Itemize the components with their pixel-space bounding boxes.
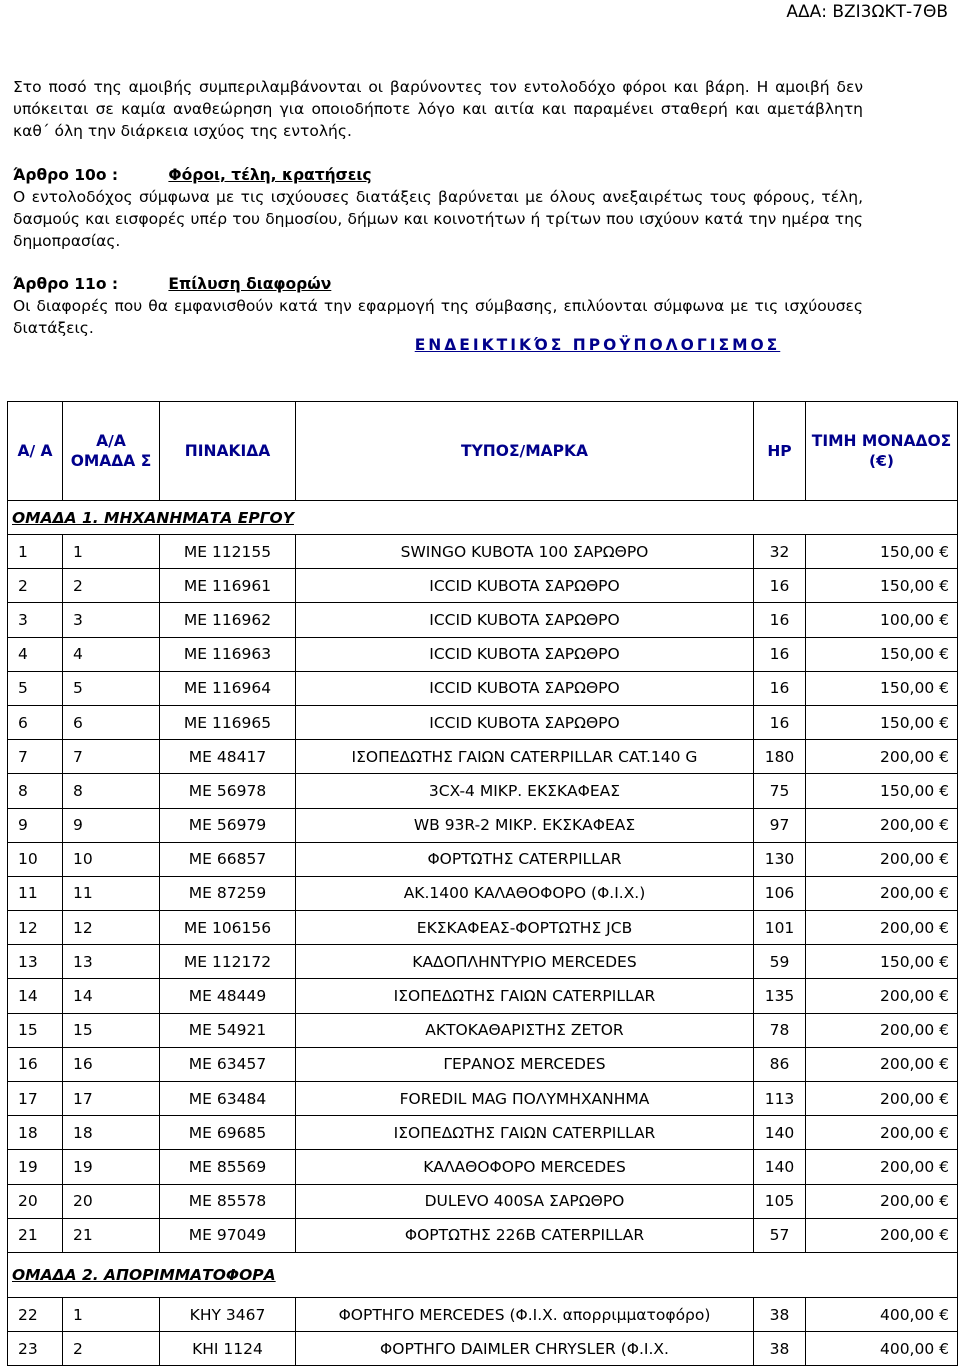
table-row [8, 535, 958, 569]
row-group-aa: 19 [63, 1150, 160, 1184]
row-hp: 113 [754, 1082, 806, 1116]
table-row [8, 1116, 958, 1150]
row-group-aa: 8 [63, 774, 160, 808]
row-group-aa: 4 [63, 637, 160, 671]
table-row [8, 740, 958, 774]
row-plate: ΜΕ 66857 [160, 842, 296, 876]
row-type-brand: ΑΚ.1400 ΚΑΛΑΘΟΦΟΡΟ (Φ.Ι.Χ.) [296, 876, 754, 910]
row-hp: 16 [754, 671, 806, 705]
row-aa: 15 [8, 1013, 63, 1047]
row-group-aa: 2 [63, 569, 160, 603]
table-row [8, 1013, 958, 1047]
row-group-aa: 1 [63, 1297, 160, 1331]
table-row [8, 637, 958, 671]
table-row [8, 1047, 958, 1081]
table-row [8, 569, 958, 603]
header-plate: ΠΙΝΑΚΙΔΑ [160, 402, 296, 501]
row-aa: 22 [8, 1297, 63, 1331]
row-type-brand: ICCID KUBOTA ΣΑΡΩΘΡΟ [296, 603, 754, 637]
row-aa: 10 [8, 842, 63, 876]
article-11-body: Οι διαφορές που θα εμφανισθούν κατά την εφαρμογή της σύμβασης, επιλύονται σύμφωνα με τις ισχύουσες διατάξεις. [13, 297, 863, 337]
table-header-row [8, 402, 958, 501]
row-aa: 23 [8, 1332, 63, 1366]
row-price: 200,00 € [806, 876, 958, 910]
table-row [8, 671, 958, 705]
row-hp: 140 [754, 1150, 806, 1184]
table-body [8, 501, 958, 1366]
row-type-brand: ΓΕΡΑΝΟΣ MERCEDES [296, 1047, 754, 1081]
row-plate: ΜΕ 87259 [160, 876, 296, 910]
row-plate: ΜΕ 48449 [160, 979, 296, 1013]
row-hp: 16 [754, 569, 806, 603]
header-type-brand: ΤΥΠΟΣ/ΜΑΡΚΑ [296, 402, 754, 501]
row-plate: ΜΕ 56979 [160, 808, 296, 842]
row-type-brand: ΦΟΡΤΩΤΗΣ 226B CATERPILLAR [296, 1218, 754, 1252]
row-hp: 78 [754, 1013, 806, 1047]
group-title-row [8, 1252, 958, 1297]
row-hp: 106 [754, 876, 806, 910]
row-price: 200,00 € [806, 1184, 958, 1218]
row-plate: ΜΕ 69685 [160, 1116, 296, 1150]
row-plate: ΜΕ 106156 [160, 911, 296, 945]
table-row [8, 1082, 958, 1116]
header-aa: Α/ Α [8, 402, 63, 501]
row-group-aa: 5 [63, 671, 160, 705]
row-type-brand: ICCID KUBOTA ΣΑΡΩΘΡΟ [296, 569, 754, 603]
row-price: 400,00 € [806, 1332, 958, 1366]
row-group-aa: 20 [63, 1184, 160, 1218]
row-price: 100,00 € [806, 603, 958, 637]
row-group-aa: 3 [63, 603, 160, 637]
row-group-aa: 11 [63, 876, 160, 910]
row-hp: 97 [754, 808, 806, 842]
row-plate: ΜΕ 85569 [160, 1150, 296, 1184]
row-hp: 38 [754, 1332, 806, 1366]
row-group-aa: 21 [63, 1218, 160, 1252]
table-row [8, 1150, 958, 1184]
row-group-aa: 14 [63, 979, 160, 1013]
row-type-brand: ICCID KUBOTA ΣΑΡΩΘΡΟ [296, 637, 754, 671]
article-10-label: Άρθρο 10ο : [13, 166, 119, 184]
row-price: 200,00 € [806, 1082, 958, 1116]
row-plate: ΜΕ 97049 [160, 1218, 296, 1252]
row-aa: 1 [8, 535, 63, 569]
table-row [8, 1184, 958, 1218]
table-row [8, 1332, 958, 1366]
intro-text: Στο ποσό της αμοιβής συμπεριλαμβάνονται οι βαρύνοντες τον εντολοδόχο φόροι και βάρη. Η αμοιβή δεν υπόκειται σε καμία αναθεώρηση για οποιοδήποτε λόγο και αιτία και παραμένει σταθερή και αμετάβλητη καθ΄ όλη την διάρκεια ισχύος της εντολής. [13, 78, 863, 140]
budget-heading [0, 336, 960, 354]
row-price: 200,00 € [806, 740, 958, 774]
row-hp: 86 [754, 1047, 806, 1081]
row-plate: ΜΕ 116961 [160, 569, 296, 603]
row-aa: 17 [8, 1082, 63, 1116]
row-aa: 13 [8, 945, 63, 979]
budget-title: ΕΝΔΕΙΚΤΙΚΌΣ ΠΡΟΫΠΟΛΟΓΙΣΜΟΣ [414, 336, 781, 354]
row-type-brand: ΑΚΤΟΚΑΘΑΡΙΣΤΗΣ ZETOR [296, 1013, 754, 1047]
row-aa: 4 [8, 637, 63, 671]
row-hp: 101 [754, 911, 806, 945]
row-plate: ΜΕ 48417 [160, 740, 296, 774]
row-type-brand: ICCID KUBOTA ΣΑΡΩΘΡΟ [296, 705, 754, 739]
row-group-aa: 18 [63, 1116, 160, 1150]
row-price: 150,00 € [806, 774, 958, 808]
article-10-body: Ο εντολοδόχος σύμφωνα με τις ισχύουσες διατάξεις βαρύνεται με όλους ανεξαιρέτως τους φόρους, τέλη, δασμούς και εισφορές υπέρ του δημοσίου, δήμων και κοινοτήτων ή τρίτων που ισχύουν κατά την ημέρα της δημοπρασίας. [13, 188, 863, 250]
row-plate: ΚΗΙ 1124 [160, 1332, 296, 1366]
row-group-aa: 9 [63, 808, 160, 842]
header-aa-group: Α/Α ΟΜΑΔΑ Σ [63, 402, 160, 501]
table-row [8, 808, 958, 842]
row-hp: 38 [754, 1297, 806, 1331]
row-price: 200,00 € [806, 1150, 958, 1184]
row-aa: 8 [8, 774, 63, 808]
row-aa: 5 [8, 671, 63, 705]
row-hp: 180 [754, 740, 806, 774]
row-group-aa: 10 [63, 842, 160, 876]
row-type-brand: ΦΟΡΤΗΓΟ DAIMLER CHRYSLER (Φ.Ι.Χ. [296, 1332, 754, 1366]
row-price: 200,00 € [806, 979, 958, 1013]
table-row [8, 911, 958, 945]
row-price: 150,00 € [806, 671, 958, 705]
row-hp: 130 [754, 842, 806, 876]
table-row [8, 876, 958, 910]
article-11-label: Άρθρο 11ο : [13, 275, 119, 293]
row-aa: 19 [8, 1150, 63, 1184]
row-aa: 14 [8, 979, 63, 1013]
table-row [8, 774, 958, 808]
row-price: 400,00 € [806, 1297, 958, 1331]
row-price: 150,00 € [806, 535, 958, 569]
row-group-aa: 13 [63, 945, 160, 979]
row-group-aa: 1 [63, 535, 160, 569]
row-price: 200,00 € [806, 1116, 958, 1150]
row-plate: ΜΕ 112155 [160, 535, 296, 569]
row-group-aa: 17 [63, 1082, 160, 1116]
row-hp: 105 [754, 1184, 806, 1218]
row-plate: ΜΕ 85578 [160, 1184, 296, 1218]
row-aa: 18 [8, 1116, 63, 1150]
article-10-heading [13, 164, 863, 186]
row-aa: 3 [8, 603, 63, 637]
row-hp: 135 [754, 979, 806, 1013]
row-type-brand: WB 93R-2 ΜΙΚΡ. ΕΚΣΚΑΦΕΑΣ [296, 808, 754, 842]
row-type-brand: ΚΑΛΑΘΟΦΟΡΟ MERCEDES [296, 1150, 754, 1184]
row-group-aa: 15 [63, 1013, 160, 1047]
row-hp: 59 [754, 945, 806, 979]
row-aa: 11 [8, 876, 63, 910]
row-type-brand: DULEVO 400SA ΣΑΡΩΘΡΟ [296, 1184, 754, 1218]
row-group-aa: 7 [63, 740, 160, 774]
row-type-brand: ΙΣΟΠΕΔΩΤΗΣ ΓΑΙΩΝ CATERPILLAR [296, 979, 754, 1013]
row-price: 200,00 € [806, 808, 958, 842]
row-price: 200,00 € [806, 1013, 958, 1047]
row-aa: 16 [8, 1047, 63, 1081]
row-type-brand: ΦΟΡΤΩΤΗΣ CATERPILLAR [296, 842, 754, 876]
row-type-brand: FOREDIL MAG ΠΟΛΥΜΗΧΑΝΗΜΑ [296, 1082, 754, 1116]
article-11 [13, 273, 863, 339]
row-plate: ΚΗΥ 3467 [160, 1297, 296, 1331]
row-aa: 20 [8, 1184, 63, 1218]
row-price: 150,00 € [806, 637, 958, 671]
row-price: 200,00 € [806, 1047, 958, 1081]
row-price: 200,00 € [806, 1218, 958, 1252]
row-aa: 2 [8, 569, 63, 603]
row-type-brand: ΚΑΔΟΠΛΗΝΤΥΡΙΟ MERCEDES [296, 945, 754, 979]
table-row [8, 1297, 958, 1331]
row-hp: 57 [754, 1218, 806, 1252]
row-type-brand: ICCID KUBOTA ΣΑΡΩΘΡΟ [296, 671, 754, 705]
group-title-row [8, 501, 958, 535]
row-group-aa: 16 [63, 1047, 160, 1081]
table-row [8, 705, 958, 739]
budget-table [7, 401, 958, 1366]
row-hp: 16 [754, 637, 806, 671]
table-row [8, 603, 958, 637]
row-aa: 12 [8, 911, 63, 945]
row-group-aa: 6 [63, 705, 160, 739]
row-hp: 16 [754, 705, 806, 739]
article-11-title: Επίλυση διαφορών [168, 275, 332, 293]
row-aa: 7 [8, 740, 63, 774]
row-aa: 9 [8, 808, 63, 842]
row-hp: 140 [754, 1116, 806, 1150]
article-11-heading [13, 273, 863, 295]
row-group-aa: 2 [63, 1332, 160, 1366]
row-plate: ΜΕ 116963 [160, 637, 296, 671]
row-plate: ΜΕ 116964 [160, 671, 296, 705]
row-type-brand: ΙΣΟΠΕΔΩΤΗΣ ΓΑΙΩΝ CATERPILLAR [296, 1116, 754, 1150]
ada-code: ΑΔΑ: ΒΖΙ3ΩΚΤ-7ΘΒ [786, 2, 948, 22]
row-aa: 21 [8, 1218, 63, 1252]
group-title: ΟΜΑΔΑ 1. ΜΗΧΑΝΗΜΑΤΑ ΕΡΓΟΥ [8, 501, 958, 535]
row-price: 150,00 € [806, 945, 958, 979]
row-type-brand: ΕΚΣΚΑΦΕΑΣ-ΦΟΡΤΩΤΗΣ JCB [296, 911, 754, 945]
row-type-brand: ΙΣΟΠΕΔΩΤΗΣ ΓΑΙΩΝ CATERPILLAR CAT.140 G [296, 740, 754, 774]
article-10-title: Φόροι, τέλη, κρατήσεις [168, 166, 372, 184]
row-group-aa: 12 [63, 911, 160, 945]
row-aa: 6 [8, 705, 63, 739]
row-type-brand: SWINGO KUBOTA 100 ΣΑΡΩΘΡΟ [296, 535, 754, 569]
row-price: 200,00 € [806, 842, 958, 876]
table-row [8, 945, 958, 979]
row-type-brand: ΦΟΡΤΗΓΟ MERCEDES (Φ.Ι.Χ. απορριμματοφόρο) [296, 1297, 754, 1331]
intro-paragraph [13, 76, 863, 142]
article-10 [13, 164, 863, 252]
row-price: 200,00 € [806, 911, 958, 945]
row-price: 150,00 € [806, 705, 958, 739]
row-plate: ΜΕ 112172 [160, 945, 296, 979]
row-plate: ΜΕ 54921 [160, 1013, 296, 1047]
row-plate: ΜΕ 116965 [160, 705, 296, 739]
table-row [8, 1218, 958, 1252]
row-plate: ΜΕ 116962 [160, 603, 296, 637]
header-hp: HP [754, 402, 806, 501]
row-plate: ΜΕ 56978 [160, 774, 296, 808]
row-plate: ΜΕ 63457 [160, 1047, 296, 1081]
row-hp: 32 [754, 535, 806, 569]
row-plate: ΜΕ 63484 [160, 1082, 296, 1116]
row-hp: 16 [754, 603, 806, 637]
row-type-brand: 3CX-4 ΜΙΚΡ. ΕΚΣΚΑΦΕΑΣ [296, 774, 754, 808]
row-hp: 75 [754, 774, 806, 808]
table-row [8, 842, 958, 876]
group-title: ΟΜΑΔΑ 2. ΑΠΟΡΙΜΜΑΤΟΦΟΡΑ [8, 1252, 958, 1297]
row-price: 150,00 € [806, 569, 958, 603]
header-unit-price: ΤΙΜΗ ΜΟΝΑΔΟΣ (€) [806, 402, 958, 501]
table-row [8, 979, 958, 1013]
